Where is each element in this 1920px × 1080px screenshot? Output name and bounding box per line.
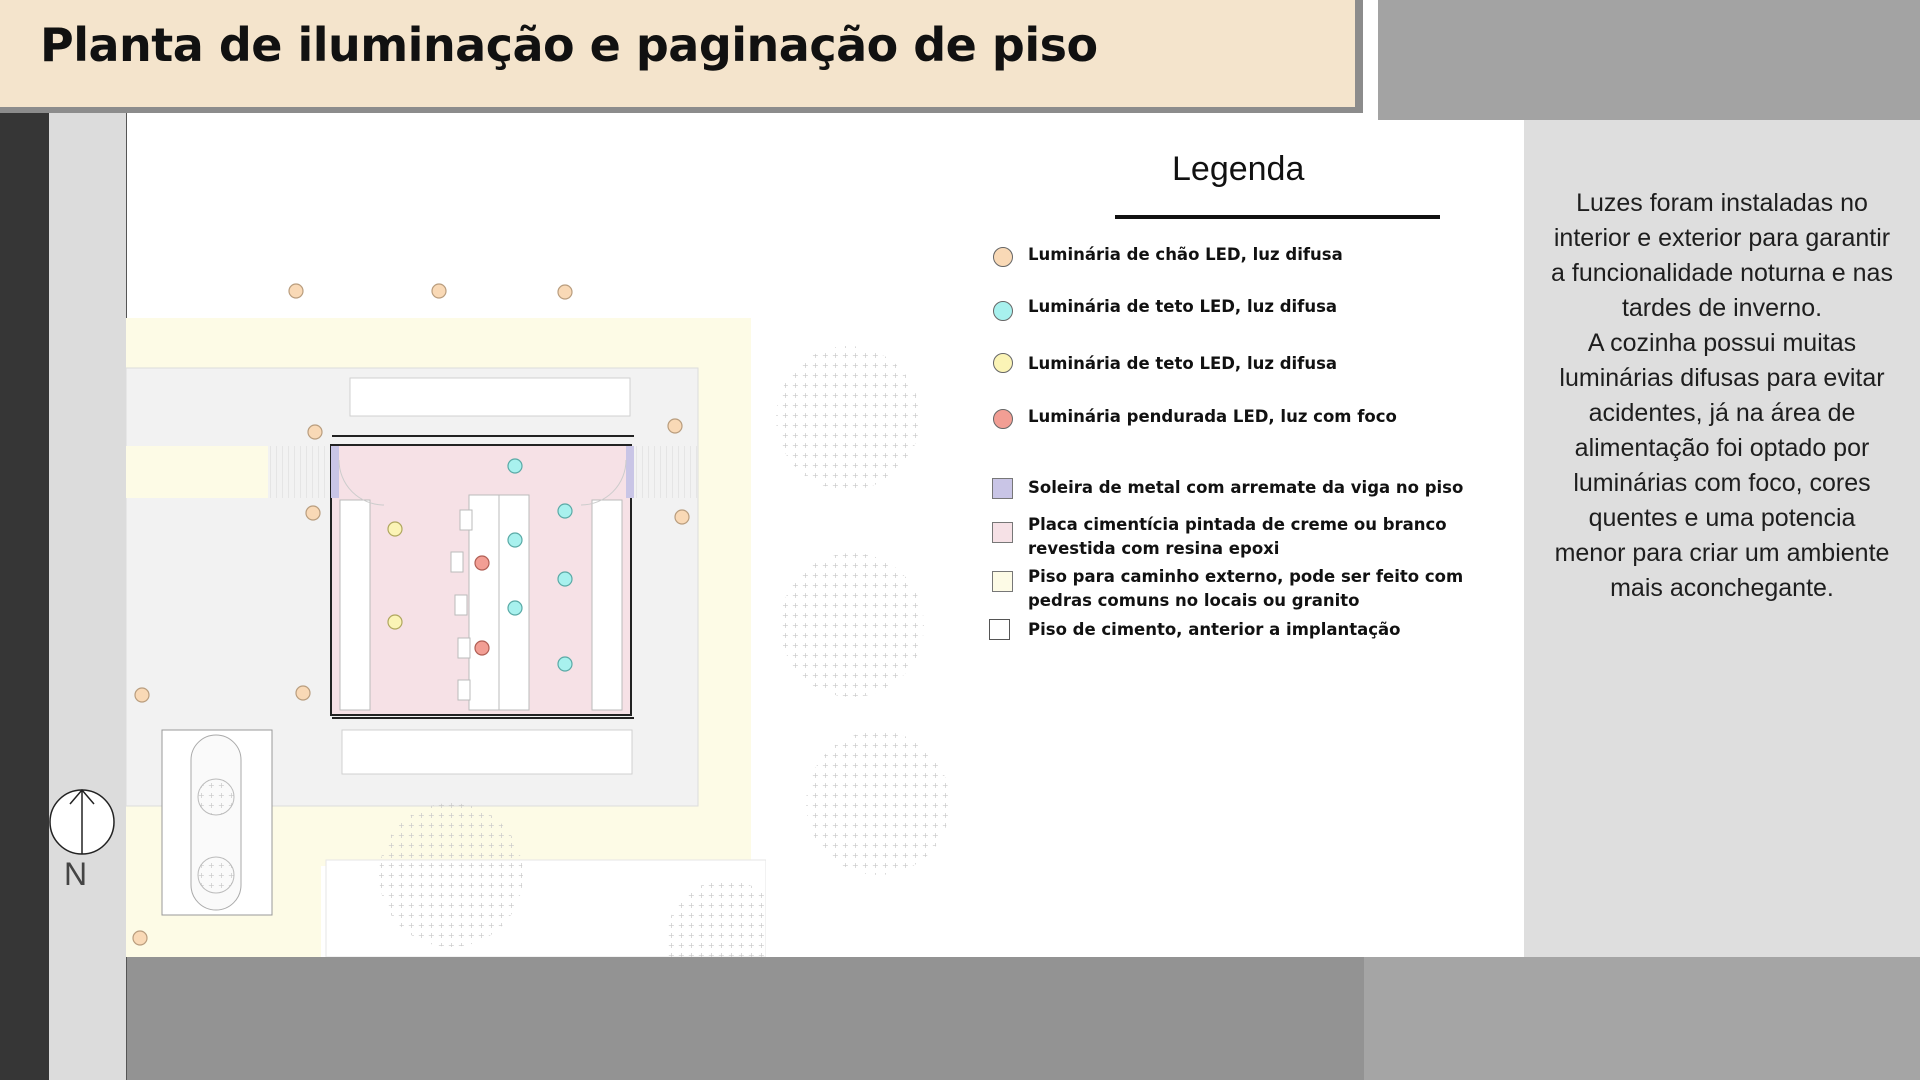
title-bar — [0, 0, 1363, 113]
cement-board-symbol — [992, 522, 1013, 543]
background-top-right — [1378, 0, 1920, 120]
legend-item-path-floor: Piso para caminho externo, pode ser feito com pedras comuns no locais ou granito — [1028, 567, 1464, 610]
counter-right — [592, 500, 622, 710]
bench-bottom — [342, 730, 632, 774]
ceiling-lamp-cyan-symbol — [993, 301, 1013, 321]
floor-plan — [126, 120, 766, 957]
floor-lamp-symbol — [993, 247, 1013, 267]
trees-right — [760, 330, 960, 890]
north-label: N — [64, 856, 88, 892]
legend-item-cement-board: Placa cimentícia pintada de creme ou branco revestida com resina epoxi — [1028, 515, 1447, 558]
page-title: Planta de iluminação e paginação de piso — [40, 18, 1098, 72]
steps-left — [268, 446, 333, 498]
steps-right — [634, 446, 699, 498]
bench-top — [350, 378, 630, 416]
legend-item-ceiling-lamp-cyan: Luminária de teto LED, luz difusa — [1028, 297, 1338, 316]
left-margin-strip — [49, 113, 127, 1080]
legend-underline — [1115, 215, 1440, 219]
ceiling-lamp-yellow-symbol — [993, 353, 1013, 373]
threshold-symbol — [992, 478, 1013, 499]
legend-title: Legenda — [1172, 150, 1305, 188]
path-floor-symbol — [992, 571, 1013, 592]
background-bottom-right — [1364, 957, 1920, 1080]
left-dark-strip — [0, 0, 49, 1080]
threshold-left — [331, 446, 339, 498]
legend-item-ceiling-lamp-yellow: Luminária de teto LED, luz difusa — [1028, 354, 1338, 373]
pendant-lamp-symbol — [993, 409, 1013, 429]
cement-floor-symbol — [989, 619, 1010, 640]
counter-left — [340, 500, 370, 710]
threshold-right — [626, 446, 634, 498]
description-text: Luzes foram instaladas no interior e exterior para garantir a funcionalidade noturna e nas tardes de inverno. A cozinha possui muitas luminárias difusas para evitar acidentes, já na área de alimentação foi optado por luminárias com foco, cores quentes e uma potencia menor para criar um ambiente mais aconchegante. — [1551, 189, 1893, 602]
path-strip-left — [126, 446, 268, 498]
legend-item-pendant-lamp: Luminária pendurada LED, luz com foco — [1028, 407, 1397, 426]
legend-item-cement-floor: Piso de cimento, anterior a implantação — [1028, 620, 1401, 639]
legend-item-floor-lamp: Luminária de chão LED, luz difusa — [1028, 245, 1343, 264]
legend-item-threshold: Soleira de metal com arremate da viga no piso — [1028, 478, 1464, 497]
